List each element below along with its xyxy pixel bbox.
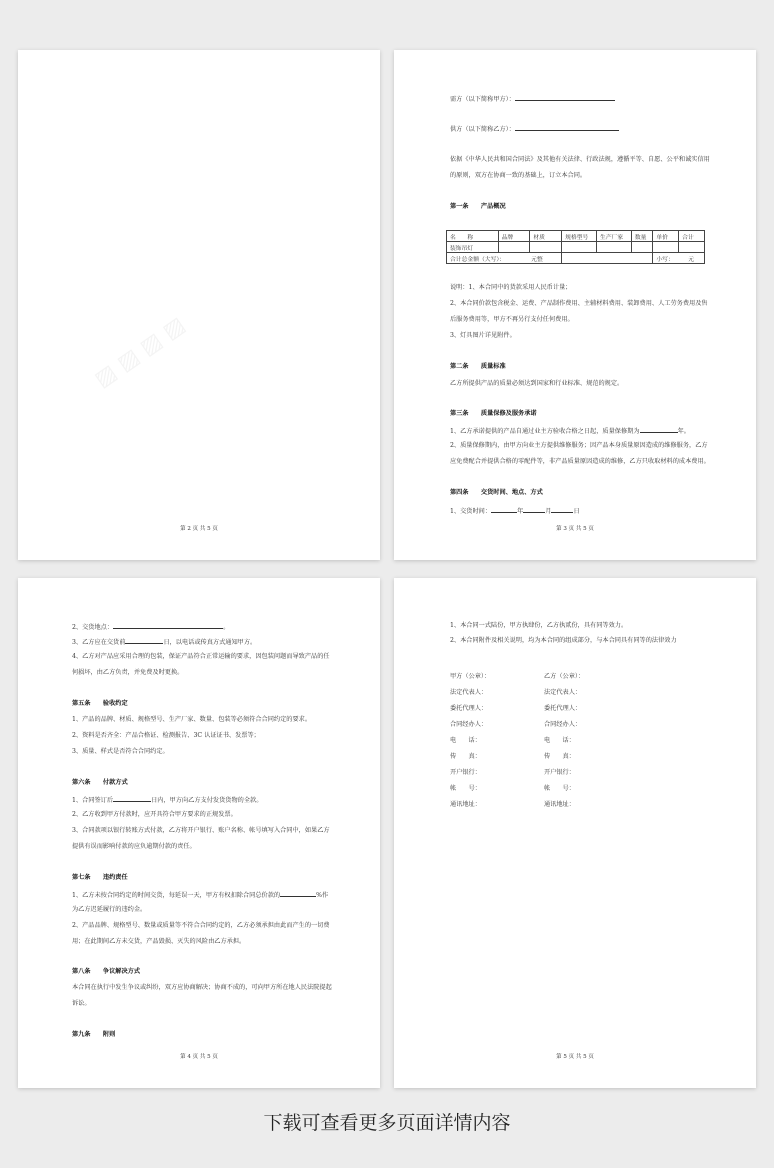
article-5-item-1: 1、产品的品牌、材质、规格型号、生产厂家、数量、包装等必须符合合同约定的要求。 xyxy=(72,716,312,723)
party-b-field: 通讯地址： xyxy=(544,801,575,808)
appendix-item-2: 2、本合同附件及相关说明，均为本合同的组成部分，与本合同具有同等的法律效力 xyxy=(450,637,677,644)
party-a-field: 通讯地址： xyxy=(450,801,481,808)
table-header-cell: 数量 xyxy=(631,231,652,242)
article-3-item-1: 1、乙方承诺提供的产品自通过业主方验收合格之日起，质量保修期为 年。 xyxy=(450,428,690,435)
article-7-heading: 第七条 违约责任 xyxy=(72,874,128,881)
article-8-heading: 第八条 争议解决方式 xyxy=(72,968,141,975)
article-6-heading: 第六条 付款方式 xyxy=(72,779,128,786)
party-b-field: 电 话： xyxy=(544,737,575,744)
page-3 xyxy=(394,50,756,560)
party-a-field: 甲方（公章）： xyxy=(450,673,491,680)
party-a-field: 法定代表人： xyxy=(450,689,488,696)
table-header-cell: 生产厂家 xyxy=(597,231,632,242)
party-a-field: 委托代理人： xyxy=(450,705,488,712)
intro-line-1: 依据《中华人民共和国合同法》及其他有关法律、行政法规，遵循平等、自愿、公平和诚实信用 xyxy=(450,156,710,163)
table-header-row xyxy=(447,231,705,242)
party-b-field: 委托代理人： xyxy=(544,705,582,712)
table-header-cell: 名 称 xyxy=(447,231,499,242)
page-5 xyxy=(394,578,756,1088)
article-8-text-a: 本合同在执行中发生争议或纠纷，双方应协商解决；协商不成的，可向甲方所在地人民法院提起 xyxy=(72,984,332,991)
page-footer: 第 3 页 共 5 页 xyxy=(556,526,594,532)
article-2-heading: 第二条 质量标准 xyxy=(450,363,506,370)
table-header-cell: 材质 xyxy=(530,231,562,242)
party-a-field: 合同经办人： xyxy=(450,721,488,728)
article-7-item-1b: 为乙方迟延履行的违约金。 xyxy=(72,906,147,913)
page-footer: 第 4 页 共 5 页 xyxy=(180,1054,218,1060)
party-b-field: 帐 号： xyxy=(544,785,575,792)
packaging-b: 何损坏，由乙方负责，并免费及时更换。 xyxy=(72,669,184,676)
article-1-heading: 第一条 产品概况 xyxy=(450,203,506,210)
table-cell: 装饰吊灯 xyxy=(447,242,499,253)
party-a-field: 电 话： xyxy=(450,737,481,744)
total-label: 合计总金额（大写）： 元整 xyxy=(447,253,562,264)
page-4 xyxy=(18,578,380,1088)
table-header-cell: 规格型号 xyxy=(562,231,597,242)
article-3-item-2b: 应免费配合并提供合格的零配件等，非产品质量原因造成的维修，乙方只收取材料的成本费用。 xyxy=(450,458,710,465)
page-2 xyxy=(18,50,380,560)
article-4-heading: 第四条 交货时间、地点、方式 xyxy=(450,489,543,496)
article-8-text-b: 诉讼。 xyxy=(72,1000,91,1007)
table-row xyxy=(447,242,705,253)
buyer-line: 需方（以下简称甲方）： xyxy=(450,94,615,104)
article-6-item-2: 2、乙方收到甲方付款时，应开具符合甲方要求的正规发票。 xyxy=(72,811,237,818)
article-4-item-1: 1、交货时间： 年 月 日 xyxy=(450,508,580,515)
article-5-item-2: 2、资料是否齐全：产品合格证、检测报告、3C 认证证书、发票等； xyxy=(72,732,260,739)
party-b-field: 法定代表人： xyxy=(544,689,582,696)
article-6-item-1: 1、合同签订后 日内，甲方向乙方支付发货货物的全款。 xyxy=(72,797,263,804)
appendix-item-1: 1、本合同一式陆份，甲方执肆份，乙方执贰份，具有同等效力。 xyxy=(450,622,628,629)
article-5-item-3: 3、质量、样式是否符合合同约定。 xyxy=(72,748,169,755)
article-2-text: 乙方所提供产品的质量必须达到国家和行业标准、规范的规定。 xyxy=(450,380,624,387)
party-b-field: 传 真： xyxy=(544,753,575,760)
watermark: ▨ ▨ ▨ ▨ xyxy=(90,312,190,393)
note-3: 3、灯具图片详见附件。 xyxy=(450,332,516,339)
party-a-field: 传 真： xyxy=(450,753,481,760)
delivery-notice: 3、乙方应在交货前 日，以电话或传真方式通知甲方。 xyxy=(72,639,257,646)
page-footer: 第 5 页 共 5 页 xyxy=(556,1054,594,1060)
article-6-item-3a: 3、合同款项以银行转账方式付款，乙方将开户银行、账户名称、帐号填写入合同中，如果乙方 xyxy=(72,827,330,834)
page-footer: 第 2 页 共 5 页 xyxy=(180,526,218,532)
download-caption[interactable]: 下载可查看更多页面详情内容 xyxy=(263,1112,511,1134)
party-b-field: 乙方（公章）： xyxy=(544,673,585,680)
intro-line-2: 的原则，双方在协商一致的基础上，订立本合同。 xyxy=(450,172,587,179)
note-2b: 后服务费用等，甲方不再另行支付任何费用。 xyxy=(450,316,574,323)
article-3-heading: 第三条 质量保修及服务承诺 xyxy=(450,410,537,417)
party-a-field: 帐 号： xyxy=(450,785,481,792)
seller-line: 供方（以下简称乙方）： xyxy=(450,124,619,134)
product-table xyxy=(446,230,705,264)
article-6-item-3b: 提供有误而影响付款的应负逾期付款的责任。 xyxy=(72,843,196,850)
article-7-item-1a: 1、乙方未按合同约定的时间交货，每延误一天，甲方有权扣除合同总价款的 %作 xyxy=(72,892,329,899)
note-2a: 2、本合同价款包含税金、运费、产品制作费用、主辅材料费用、装卸费用、人工劳务费用及售 xyxy=(450,300,708,307)
small-total: 小写： 元 xyxy=(653,253,705,264)
table-header-cell: 合计 xyxy=(679,231,705,242)
packaging-a: 4、乙方对产品应采用合理的包装，保证产品符合正常运输的要求，因包装问题而导致产品的任 xyxy=(72,653,330,660)
article-9-heading: 第九条 附则 xyxy=(72,1031,116,1038)
party-a-block xyxy=(450,669,490,813)
table-header-cell: 品牌 xyxy=(498,231,530,242)
table-header-cell: 单价 xyxy=(653,231,679,242)
party-b-field: 开户银行： xyxy=(544,769,575,776)
party-b-field: 合同经办人： xyxy=(544,721,582,728)
note-1: 说明：1、本合同中的货款采用人民币计量； xyxy=(450,284,572,291)
article-7-item-2b: 用；在此期间乙方未交货，产品毁损、灭失的风险由乙方承担。 xyxy=(72,938,246,945)
delivery-place: 2、交货地点： 。 xyxy=(72,624,230,631)
party-a-field: 开户银行： xyxy=(450,769,481,776)
article-3-item-2a: 2、质量保修期内，由甲方向业主方提供维修服务；因产品本身质量原因造成的维修服务，乙方 xyxy=(450,442,708,449)
table-total-row xyxy=(447,253,705,264)
party-b-block xyxy=(544,669,584,813)
article-5-heading: 第五条 验收约定 xyxy=(72,700,128,707)
article-7-item-2a: 2、产品品牌、规格型号、数量或质量等不符合合同约定的，乙方必须承担由此而产生的一切费 xyxy=(72,922,330,929)
